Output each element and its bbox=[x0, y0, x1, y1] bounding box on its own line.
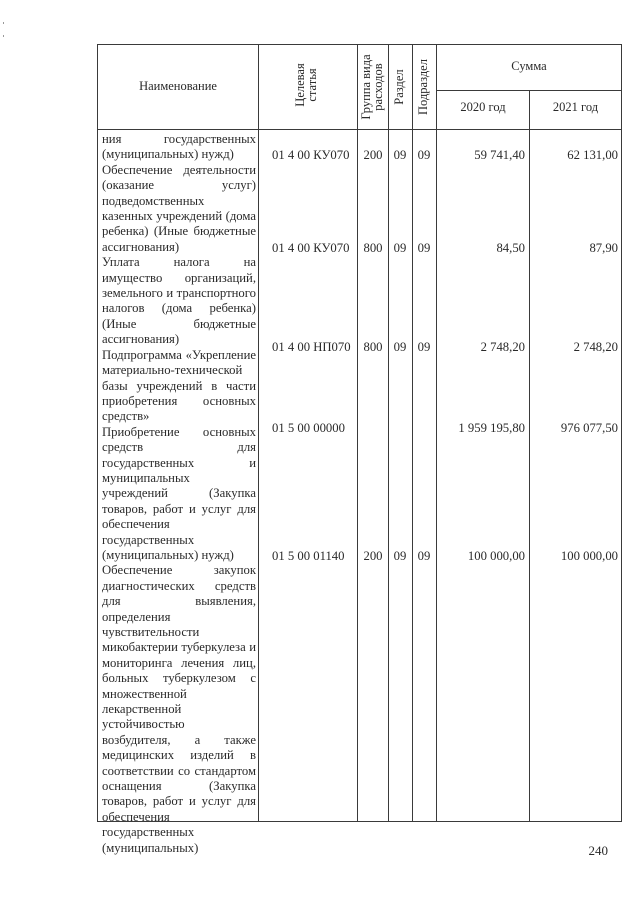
name-column bbox=[102, 132, 256, 856]
cell-code: 01 5 00 01140 bbox=[272, 549, 345, 563]
cell-2021: 87,90 bbox=[589, 241, 618, 255]
col-border bbox=[97, 44, 98, 822]
list-item: Приобретение основных средств для государственных и муниципальных учреждений (Закупка товаров, работ и услуг для обеспечения государственных (муниципальных) нужд) bbox=[102, 424, 256, 562]
cell-group: 800 bbox=[363, 340, 383, 354]
cell-code: 01 4 00 НП070 bbox=[272, 340, 351, 354]
cell-section: 09 bbox=[393, 148, 407, 162]
header-year-2021: 2021 год bbox=[552, 100, 599, 114]
cell-2020: 59 741,40 bbox=[474, 148, 525, 162]
cell-section: 09 bbox=[393, 340, 407, 354]
scan-mark bbox=[3, 22, 4, 24]
cell-section: 09 bbox=[393, 549, 407, 563]
cell-subsection: 09 bbox=[417, 148, 431, 162]
cell-2020: 2 748,20 bbox=[480, 340, 525, 354]
cell-subsection: 09 bbox=[417, 241, 431, 255]
cell-2020: 1 959 195,80 bbox=[458, 421, 525, 435]
header-sum: Сумма bbox=[511, 59, 547, 73]
cell-code: 01 4 00 КУ070 bbox=[272, 241, 350, 255]
cell-subsection: 09 bbox=[417, 340, 431, 354]
cell-2021: 100 000,00 bbox=[560, 549, 618, 563]
cell-group: 200 bbox=[363, 549, 383, 563]
cell-2021: 2 748,20 bbox=[573, 340, 618, 354]
cell-subsection: 09 bbox=[417, 549, 431, 563]
list-item: Обеспечение деятельности (оказание услуг) подведомственных казенных учреждений (дома ребенка) (Иные бюджетные ассигнования) bbox=[102, 162, 256, 254]
cell-2021: 976 077,50 bbox=[560, 421, 618, 435]
cell-2020: 84,50 bbox=[496, 241, 525, 255]
header-target: Целевая статья bbox=[293, 63, 319, 107]
list-item: Подпрограмма «Укрепление материально-технической базы учреждений в части приобретения основных средств» bbox=[102, 347, 256, 424]
col-border bbox=[621, 44, 622, 822]
page-number: 240 bbox=[588, 843, 608, 858]
cell-section: 09 bbox=[393, 241, 407, 255]
list-item: Уплата налога на имущество организаций, земельного и транспортного налогов (дома ребенка) (Иные бюджетные ассигнования) bbox=[102, 255, 256, 347]
list-item: Обеспечение закупок диагностических средств для выявления, определения чувствительности микобактерии туберкулеза и мониторинга лечения лиц, больных туберкулезом с множественной лекарственной устойчивостью возбудителя, а также медицинских изделий в соответствии со стандартом оснащения (Закупка товаров, работ и услуг для обеспечения государственных (муниципальных) bbox=[102, 563, 256, 855]
col-border bbox=[529, 90, 530, 822]
header-year-2020: 2020 год bbox=[460, 100, 506, 114]
cell-2020: 100 000,00 bbox=[467, 549, 525, 563]
cell-2021: 62 131,00 bbox=[567, 148, 618, 162]
header-name: Наименование bbox=[139, 79, 217, 93]
scan-mark bbox=[3, 35, 4, 37]
header-section: Раздел bbox=[392, 69, 406, 105]
cell-group: 800 bbox=[363, 241, 383, 255]
list-item: ния государственных (муниципальных) нужд) bbox=[102, 132, 256, 162]
cell-group: 200 bbox=[363, 148, 383, 162]
header-subsection: Подраздел bbox=[416, 59, 430, 115]
cell-code: 01 5 00 00000 bbox=[272, 421, 345, 435]
header-group: Группа вида расходов bbox=[359, 54, 385, 120]
cell-code: 01 4 00 КУ070 bbox=[272, 148, 350, 162]
